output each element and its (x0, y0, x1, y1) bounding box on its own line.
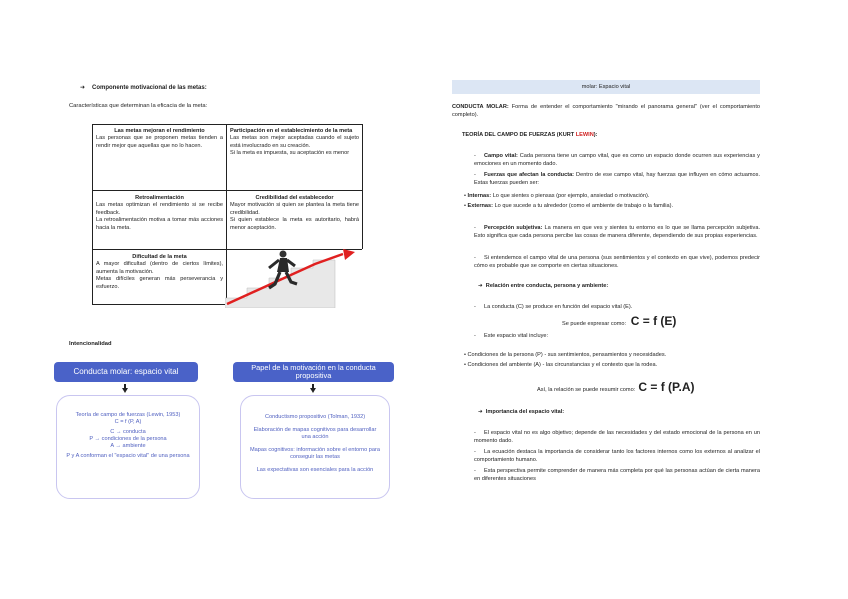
importancia-item-1: - El espacio vital no es algo objetivo; depende de las necesidades y del estado emocional de la persona en un momento dado. (474, 430, 760, 444)
formula-cfpa: C = f (P.A) (638, 380, 695, 394)
cell-dificultad: Dificultad de la meta A mayor dificultad (dentro de ciertos límites), aumenta la motivación. Metas difíciles generan más perseverancia y esfuerzo. (96, 254, 223, 290)
internas-item: • Internas: Lo que sientes o piensas (por ejemplo, ansiedad o motivación). (464, 193, 650, 199)
section-heading: ➜ Componente motivacional de las metas: (80, 85, 207, 91)
conducta-propositiva-details: Conductismo propositivo (Tolman, 1932) Elaboración de mapas cognitivos para desarrollar una acción Mapas cognitivos: información sobre el entorno para conseguir las metas Las expectativas son esenciales para la acción (240, 395, 390, 499)
formula-2-line: Así, la relación se puede resumir como: C = f (P.A) (537, 380, 695, 394)
teoria-heading: TEORÍA DEL CAMPO DE FUERZAS (KURT LEWIN): (462, 132, 598, 138)
cond-persona-item: • Condiciones de la persona (P) - sus sentimientos, pensamientos y necesidades. (464, 352, 667, 358)
conducta-c-item: - La conducta (C) se produce en función del espacio vital (E). (474, 304, 633, 310)
importancia-item-2: - La ecuación destaca la importancia de considerar tanto los factores internos como los externos al analizar el comportamiento humano. (474, 449, 760, 463)
intro-text: Características que determinan la eficacia de la meta: (69, 103, 208, 109)
formula-1-line: Se puede expresar como: C = f (E) (562, 314, 677, 328)
relacion-heading: ➜ Relación entre conducta, persona y ambiente: (478, 283, 609, 289)
cond-ambiente-item: • Condiciones del ambiente (A) - las circunstancias y el contexto que la rodea. (464, 362, 658, 368)
arrow-down-icon (310, 388, 316, 393)
arrow-right-icon: ➜ (478, 409, 483, 415)
page-header: molar: Espacio vital (452, 80, 760, 94)
cell-credibilidad: Credibilidad del establecedor Mayor motivación si quien se plantea la meta tiene credibilidad. Si quien establece la meta es autoritario, habrá menor aceptación. (230, 195, 359, 231)
conducta-propositiva-box: Papel de la motivación en la conducta propositiva (233, 362, 394, 382)
arrow-down-icon (122, 388, 128, 393)
importancia-item-3: - Esta perspectiva permite comprender de manera más completa por qué las personas actúan de cierta manera en diferentes situaciones (474, 468, 760, 482)
campo-vital-item: - Campo vital: Cada persona tiene un campo vital, que es como un espacio donde ocurren sus experiencias y emociones en un momento dado. (474, 153, 760, 167)
cell-retroalimentacion: Retroalimentación Las metas optimizan el rendimiento si se recibe feedback. La retroalimentación motiva a tomar más acciones hacia la meta. (96, 195, 223, 231)
formula-cfe: C = f (E) (630, 314, 677, 328)
fuerzas-item: - Fuerzas que afectan la conducta: Dentro de ese campo vital, hay fuerzas que influyen en cómo actuamos. Estas fuerzas pueden ser: (474, 172, 760, 186)
si-entendemos-item: - Si entendemos el campo vital de una persona (sus sentimientos y el contexto en que vive), podemos predecir cómo es probable que se comporte en ciertas situaciones. (474, 255, 760, 269)
intencionalidad-heading: Intencionalidad (69, 341, 112, 347)
cell-participacion: Participación en el establecimiento de la meta Las metas son mejor aceptadas cuando el sujeto está involucrado en su creación. Si la meta es impuesta, su aceptación es menor (230, 128, 359, 157)
conducta-molar-details: Teoría de campo de fuerzas (Lewin, 1953) C = f (P, A) C → conducta P → condiciones de la persona A → ambiente P y A conforman el "espacio vital" de una persona (56, 395, 200, 499)
conducta-molar-box: Conducta molar: espacio vital (54, 362, 198, 382)
externas-item: • Externas: Lo que sucede a tu alrededor (como el ambiente de trabajo o la familia). (464, 203, 674, 209)
climbing-stairs-illustration (225, 248, 365, 308)
arrow-right-icon: ➜ (80, 85, 86, 91)
conducta-molar-paragraph: CONDUCTA MOLAR: Forma de entender el comportamiento "mirando el panorama general" (ver el comportamiento completo). (452, 104, 760, 118)
importancia-heading: ➜ Importancia del espacio vital: (478, 409, 565, 415)
incluye-item: - Este espacio vital incluye: (474, 333, 549, 339)
arrow-right-icon: ➜ (478, 283, 483, 289)
percepcion-item: - Percepción subjetiva: La manera en que ves y sientes tu entorno es lo que se llama percepción subjetiva. Esto significa que cada persona percibe las cosas de manera diferente, dependiendo de sus propias experiencias. (474, 225, 760, 239)
cell-rendimiento: Las metas mejoran el rendimiento Las personas que se proponen metas tienden a rendir mejor que aquellas que no lo hacen. (96, 128, 223, 149)
